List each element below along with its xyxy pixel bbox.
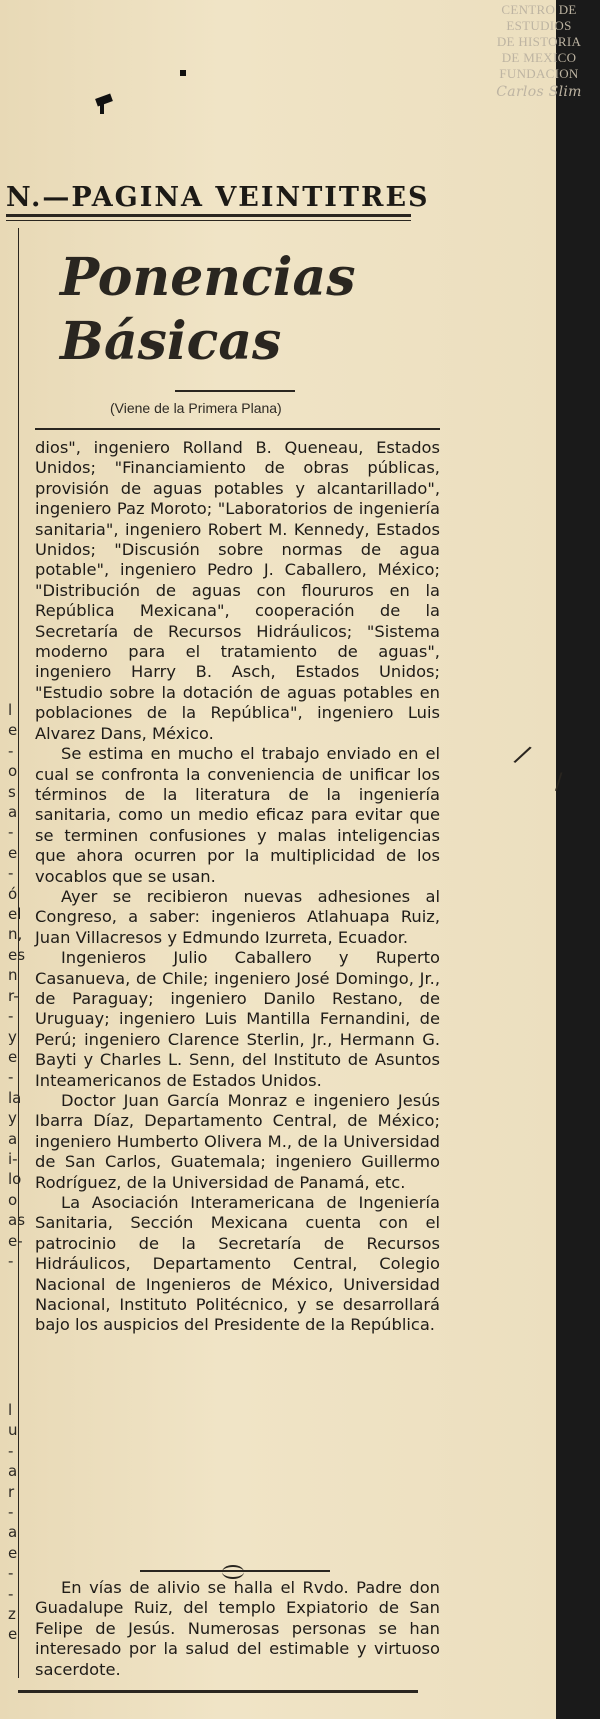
archive-watermark [478,2,600,100]
fragment: z [8,1605,16,1624]
watermark-line: CENTRO DE [501,2,577,17]
fragment: l [8,1401,13,1419]
fragment: y [8,1027,17,1046]
fragment: r- [8,986,19,1005]
title-line: Básicas [60,311,282,372]
fragment: o [8,762,18,781]
fragment: i- [8,1149,18,1168]
brief-notice [35,1578,440,1680]
continued-rule [35,428,440,430]
watermark-line: DE HISTORIA [496,34,582,49]
adjacent-column-fragments [8,700,28,1271]
fragment: r [8,1482,15,1501]
fragment: - [8,1068,14,1087]
title-line: Ponencias [60,247,356,308]
fragment: e [8,1543,18,1562]
fragment: n [8,966,18,985]
fragment: - [8,1441,14,1460]
adjacent-column-fragments-lower [8,1400,28,1645]
watermark-line: DE MEXICO [501,50,577,65]
fragment: - [8,1584,14,1603]
fragment: n, [8,925,23,944]
fragment: - [8,1503,14,1522]
paragraph: Ayer se recibieron nuevas adhesiones al Congreso, a saber: ingenieros Atlahuapa Ruiz, Juan Villacresos y Edmundo Izurreta, Ecuador. [35,886,440,947]
watermark-line: ESTUDIOS [506,18,572,33]
title-rule [175,390,295,392]
bottom-rule [18,1690,418,1693]
ink-speck [180,70,186,76]
scan-border [556,0,600,1719]
paragraph: Doctor Juan García Monraz e ingeniero Jesús Ibarra Díaz, Departamento Central, de México; ingeniero Humberto Olivera M., de la Universidad de San Carlos, Guatemala; ingeniero Guillermo Rodríguez, de la Universidad de Panamá, etc. [35,1091,440,1192]
article-title [60,246,355,374]
brief-paragraph: En vías de alivio se halla el Rvdo. Padre don Guadalupe Ruiz, del templo Expiatorio de San Felipe de Jesús. Numerosas personas se han interesado por la salud del estimable y virtuoso sacerdote. [35,1578,440,1679]
fragment: a [8,1129,18,1148]
fragment: ó [8,884,18,903]
fragment: - [8,1564,14,1583]
fragment: - [8,741,14,760]
fragment: - [8,823,14,842]
fragment: u [8,1421,18,1440]
paragraph: Ingenieros Julio Caballero y Ruperto Casanueva, de Chile; ingeniero José Domingo, Jr., de Paraguay; ingeniero Danilo Restano, de Uruguay; ingeniero Luis Mantilla Fernandini, de Perú; ingeniero Clarence Sterlin, Jr., Hermann G. Bayti y Charles L. Senn, del Instituto de Asuntos Inteamericanos de Estados Unidos. [35,948,440,1090]
fragment: as [8,1211,26,1230]
fragment: a [8,1523,18,1542]
continued-from: (Viene de la Primera Plana) [110,400,282,416]
pencil-mark: / [555,770,563,795]
fragment: - [8,1251,14,1270]
fragment: e- [8,1231,23,1250]
watermark-signature: Carlos Slim [496,84,582,100]
page-header: N.—PAGINA VEINTITRES [6,182,430,213]
fragment: - [8,1007,14,1026]
fragment: s [8,782,16,801]
paragraph: Se estima en mucho el trabajo enviado en el cual se confronta la conveniencia de unificar los términos de la literatura de la ingeniería sanitaria, como un medio eficaz para evitar que se terminen confusiones y malas inteligencias que ahora ocurren por la multiplicidad de los vocablos que se usan. [35,744,440,886]
fragment: lo [8,1170,22,1189]
fragment: - [8,864,14,883]
watermark-line: FUNDACION [499,66,579,81]
ink-speck [100,100,104,114]
header-rule [6,220,411,221]
article-body [35,438,440,1336]
fragment: y [8,1109,17,1128]
fragment: e [8,1047,18,1066]
fragment: a [8,803,18,822]
separator-ornament [222,1565,244,1579]
header-rule [6,214,411,217]
fragment: o [8,1190,18,1209]
pencil-mark: / [511,739,534,771]
fragment: l [8,701,13,719]
fragment: e [8,843,18,862]
fragment: es [8,945,26,964]
paragraph: dios", ingeniero Rolland B. Queneau, Estados Unidos; "Financiamiento de obras públicas, provisión de aguas potables y alcantarillado", ingeniero Paz Moroto; "Laboratorios de ingeniería sanitaria", ingeniero Robert M. Kennedy, Estados Unidos; "Discusión sobre normas de agua potable", ingeniero Pedro J. Caballero, México; "Distribución de aguas con floururos en la República Mexicana", cooperación de la Secretaría de Recursos Hidráulicos; "Sistema moderno para el tratamiento de aguas", ingeniero Harry B. Asch, Estados Unidos; "Estudio sobre la dotación de aguas potables en poblaciones de la República", ingeniero Luis Alvarez Dans, México. [35,438,440,743]
fragment: la [8,1088,22,1107]
fragment: e [8,1625,18,1644]
fragment: e [8,721,18,740]
paragraph: La Asociación Interamericana de Ingeniería Sanitaria, Sección Mexicana cuenta con el patrocinio de la Secretaría de Recursos Hidráulicos, Departamento Central, Colegio Nacional de Ingenieros de México, Universidad Nacional, Instituto Politécnico, y se desarrollará bajo los auspicios del Presidente de la República. [35,1193,440,1335]
fragment: el [8,905,22,924]
fragment: a [8,1462,18,1481]
